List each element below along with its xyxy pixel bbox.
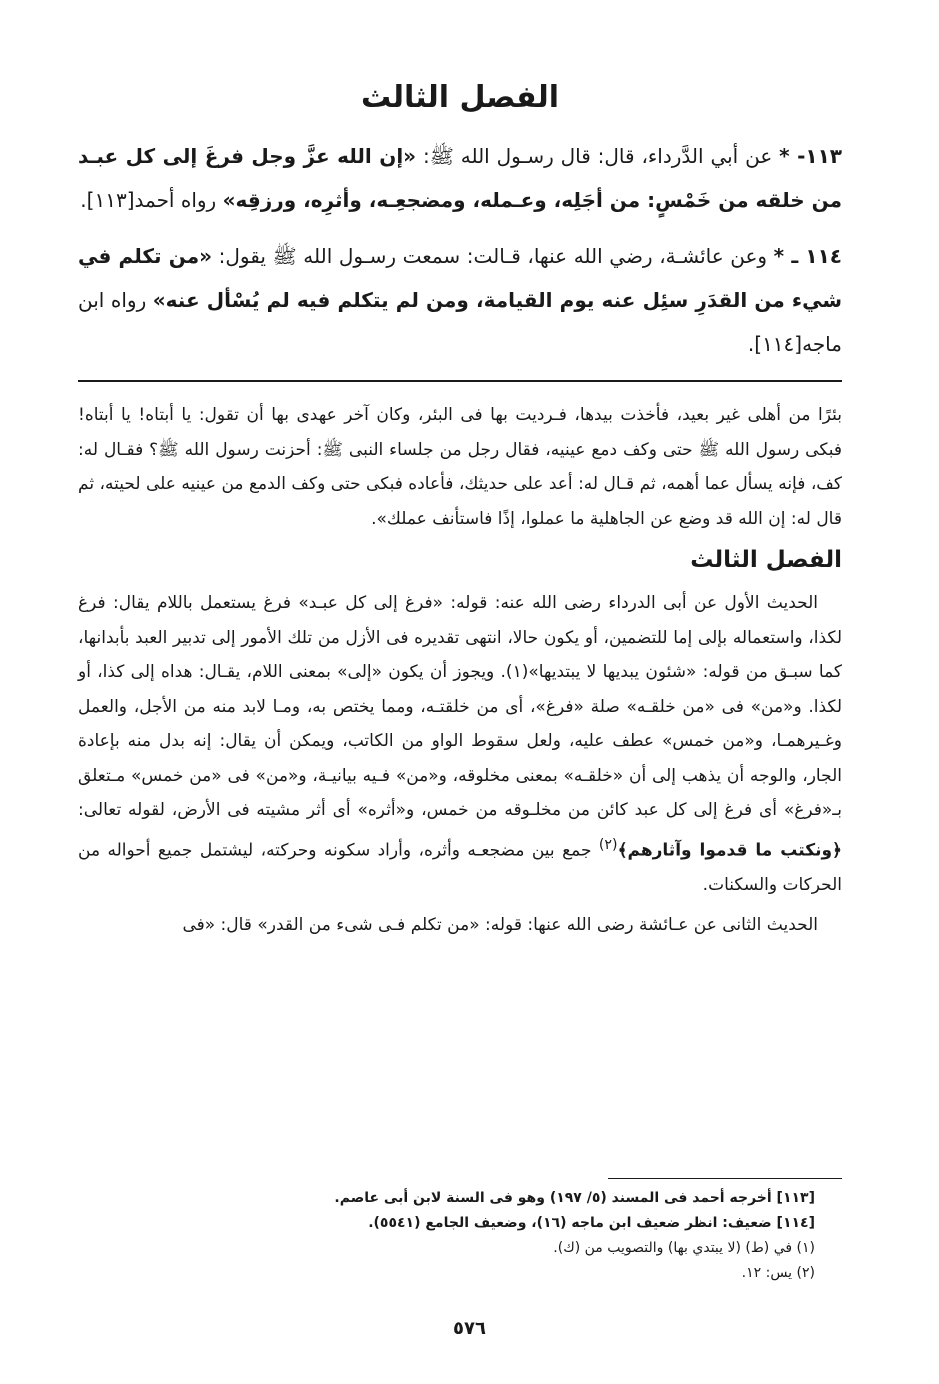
page-body	[78, 78, 842, 943]
footnote-label: (١)	[796, 1240, 815, 1256]
footnotes	[175, 1186, 815, 1286]
hadith-chain: وعن عائشـة، رضي الله عنها، قـالت: سمعت رسـول الله ﷺ يقول:	[212, 244, 774, 268]
hadith-113	[78, 134, 842, 222]
footnote-text: أخرجه أحمد فى المسند (٥/ ١٩٧) وهو فى السنة لابن أبى عاصم.	[334, 1190, 777, 1206]
footnote-text: في (ط) (لا يبتدي بها) والتصويب من (ك).	[553, 1240, 797, 1256]
footnote-text: ضعيف: انظر ضعيف ابن ماجه (١٦)، وضعيف الجامع (٥٥٤١).	[368, 1215, 777, 1231]
footnote-label: [١١٤]	[776, 1215, 815, 1231]
chapter-title: الفصل الثالث	[360, 80, 559, 115]
footnote-ref: (٢)	[598, 836, 618, 853]
footnote-item	[175, 1261, 815, 1286]
commentary-text: الحديث الأول عن أبى الدرداء رضى الله عنه: قوله: «فرغ إلى كل عبـد» فرغ يستعمل باللام يقال: فرغ لكذا، واستعماله بإلى إما للتضمين، أو يكون حالا، انتهى تقديره فى الأزل من تلك الأمور إلى تدبير العبد بأبدانها، كما سبـق من قوله: «شئون يبديها لا يبتديها»(١). ويجوز أن يكون «إلى» بمعنى اللام، يقـال: هداه إلى كذا، أو لكذا. و«من» فى «من خلقـه» صلة «فرغ»، أى من خلقتـه، ومما يختص به، ومـا لابد منه من الأجل، والعمل وغـيرهمـا، و«من خمس» عطف عليه، ولعل سقوط الواو من الكاتب، ويمكن أن يقال: إنه بدل منه بإعادة الجار، والوجه أن يذهب إلى أن «خلقـه» بمعنى مخلوقه، و«من» فـيه بيانيـة، و«من» فى «من خمس» مـتعلق بـ«فرغ» أى فرغ إلى كل عبد كائن من مخلـوقه من خمس، و«أثره» أى أثر مشيته فى الأرض، لقوله تعالى:	[78, 593, 842, 820]
section-divider	[78, 380, 842, 382]
hadith-quote: «إن الله عزَّ وجل فرغَ إلى كل عبـد من خلقه من خَمْسٍ: من أجَلِه، وعـمله، ومضجعِـه، وأثرِه، ورزقِه»	[78, 144, 842, 212]
commentary-section-title: الفصل الثالث	[690, 547, 842, 573]
footnote-item	[175, 1211, 815, 1236]
commentary-second-hadith: الحديث الثانى عن عـائشة رضى الله عنها: قوله: «من تكلم فـى شىء من القدر» قال: «فى	[182, 915, 818, 936]
footnote-divider	[608, 1178, 842, 1179]
footnote-item	[175, 1186, 815, 1211]
hadith-number: ١١٤ ـ *	[773, 244, 842, 268]
hadith-number: ١١٣- *	[779, 144, 842, 168]
quran-verse: ﴿ونكتب ما قدموا وآثارهم﴾	[617, 840, 842, 861]
commentary-continuation: بئرًا من أهلى غير بعيد، فأخذت بيدها، فـرديت بها فى البئر، وكان آخر عهدى بها أن تقول: يا أبتاه! يا أبتاه! فبكى رسول الله ﷺ حتى وكف دمع عينيه، فقال رجل من جلساء النبى ﷺ: أحزنت رسول الله ﷺ؟ فقـال له: كف، فإنه يسأل عما أهمه، ثم قـال له: أعد على حديثك، فأعاده فبكى حتى وكف الدمع من عينيه على لحيته، ثم قال له: إن الله قد وضع عن الجاهلية ما عملوا، إذًا فاستأنف عملك».	[78, 405, 842, 529]
hadith-114	[78, 234, 842, 366]
hadith-source: رواه ابن ماجه[١١٤].	[78, 288, 842, 356]
hadith-chain: عن أبي الدَّرداء، قال: قال رسـول الله ﷺ:	[416, 144, 780, 168]
footnote-label: (٢)	[796, 1265, 815, 1281]
footnote-label: [١١٣]	[776, 1190, 815, 1206]
hadith-quote: «من تكلم في شيء من القدَرِ سئِل عنه يوم القيامة، ومن لم يتكلم فيه لم يُسْأل عنه»	[78, 244, 842, 312]
commentary-first-hadith	[78, 586, 842, 902]
page-number: ٥٧٦	[453, 1318, 486, 1339]
commentary-text: جمع بين مضجعـه وأثره، وأراد سكونه وحركته، ليشتمل جميع أحواله من الحركات والسكنات.	[78, 840, 842, 895]
footnote-item	[175, 1236, 815, 1261]
hadith-source: رواه أحمد[١١٣].	[80, 188, 223, 212]
footnote-text: يس: ١٢.	[741, 1265, 797, 1281]
